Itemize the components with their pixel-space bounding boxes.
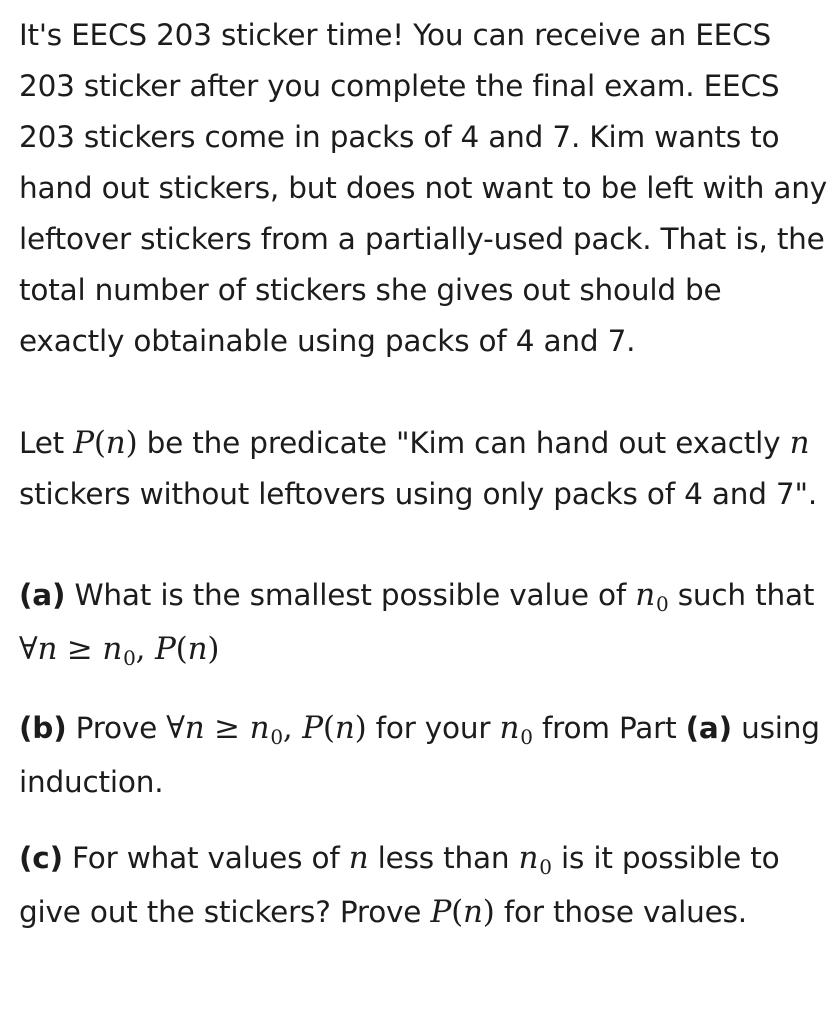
part-a-text: What is the smallest possible value of bbox=[65, 578, 636, 612]
part-a-label: (a) bbox=[19, 578, 66, 612]
part-c-n0-sub: 0 bbox=[539, 855, 552, 879]
part-b-n0b-sub: 0 bbox=[520, 725, 533, 749]
part-c-n2: n bbox=[463, 894, 483, 930]
part-a-text2: such that bbox=[668, 578, 815, 612]
part-c-label: (c) bbox=[19, 841, 63, 875]
part-b-ref: (a) bbox=[685, 711, 732, 745]
part-b-text4: using induction. bbox=[19, 711, 820, 799]
part-c-text: For what values of bbox=[62, 841, 349, 875]
part-b-n0b-base: n bbox=[499, 710, 520, 746]
part-b-forall: ∀ bbox=[166, 710, 185, 746]
part-a-rparen: ) bbox=[207, 631, 220, 667]
part-b-n0-sub: 0 bbox=[270, 725, 283, 749]
part-c-rparen: ) bbox=[482, 894, 495, 930]
part-a-n0 bbox=[635, 577, 669, 616]
part-b-n: n bbox=[184, 710, 205, 746]
part-c-lparen: ( bbox=[451, 894, 464, 930]
part-c-text4: for those values. bbox=[494, 895, 747, 929]
part-a-n0-sub: 0 bbox=[656, 592, 669, 616]
part-c-text3: is it possible to give out the stickers? Prove bbox=[19, 841, 780, 929]
part-b-comma: , bbox=[282, 710, 303, 746]
part-a-n0b-base: n bbox=[102, 631, 123, 667]
predicate-let: Let bbox=[19, 426, 74, 460]
part-c-n: n bbox=[348, 840, 369, 876]
part-a-geq: ≥ bbox=[57, 631, 103, 667]
part-a-comma: , bbox=[135, 631, 155, 667]
intro-paragraph: It's EECS 203 sticker time! You can receive an EECS 203 sticker after you complete the final exam. EECS 203 stickers come in packs of 4 and 7. Kim wants to hand out stickers, but does not want to be left with any leftover stickers from a partially-used pack. That is, the total number of stickers she gives out should be exactly obtainable using packs of 4 and 7. bbox=[19, 18, 828, 358]
predicate-rest: stickers without leftovers using only packs of 4 and 7". bbox=[19, 477, 818, 511]
part-a-n0-base: n bbox=[635, 577, 656, 613]
part-b-text: Prove bbox=[66, 711, 167, 745]
part-b-label: (b) bbox=[19, 711, 67, 745]
part-b-text3: from Part bbox=[532, 711, 686, 745]
part-a-n0b-sub: 0 bbox=[123, 646, 136, 670]
predicate-n: n bbox=[105, 425, 126, 461]
part-b-rparen: ) bbox=[354, 710, 367, 746]
part-a-lparen: ( bbox=[175, 631, 188, 667]
part-a-n: n bbox=[37, 631, 58, 667]
predicate-rparen: ) bbox=[125, 425, 138, 461]
part-c-n0 bbox=[518, 840, 552, 879]
part-b-n2: n bbox=[334, 710, 355, 746]
part-c-n0-base: n bbox=[518, 840, 539, 876]
part-a-n0b bbox=[102, 631, 136, 670]
predicate-be: be the predicate "Kim can hand out exactly bbox=[137, 426, 790, 460]
part-a-n2: n bbox=[187, 631, 208, 667]
part-a-forall: ∀ bbox=[19, 631, 38, 667]
part-b-n0-base: n bbox=[249, 710, 270, 746]
predicate-definition bbox=[19, 418, 830, 520]
predicate-lparen: ( bbox=[93, 425, 106, 461]
part-c-P: P bbox=[430, 894, 452, 930]
part-b-geq: ≥ bbox=[204, 710, 250, 746]
part-b-P: P bbox=[302, 710, 323, 746]
predicate-P: P bbox=[73, 425, 94, 461]
part-c-text2: less than bbox=[368, 841, 519, 875]
part-b-n0b bbox=[499, 710, 533, 749]
part-a-question bbox=[19, 570, 830, 678]
part-b-question bbox=[19, 703, 830, 808]
predicate-n2: n bbox=[789, 425, 810, 461]
part-b-text2: for your bbox=[366, 711, 500, 745]
part-b-lparen: ( bbox=[322, 710, 335, 746]
part-b-n0 bbox=[249, 710, 283, 749]
part-a-P: P bbox=[154, 631, 176, 667]
part-c-question bbox=[19, 833, 830, 938]
